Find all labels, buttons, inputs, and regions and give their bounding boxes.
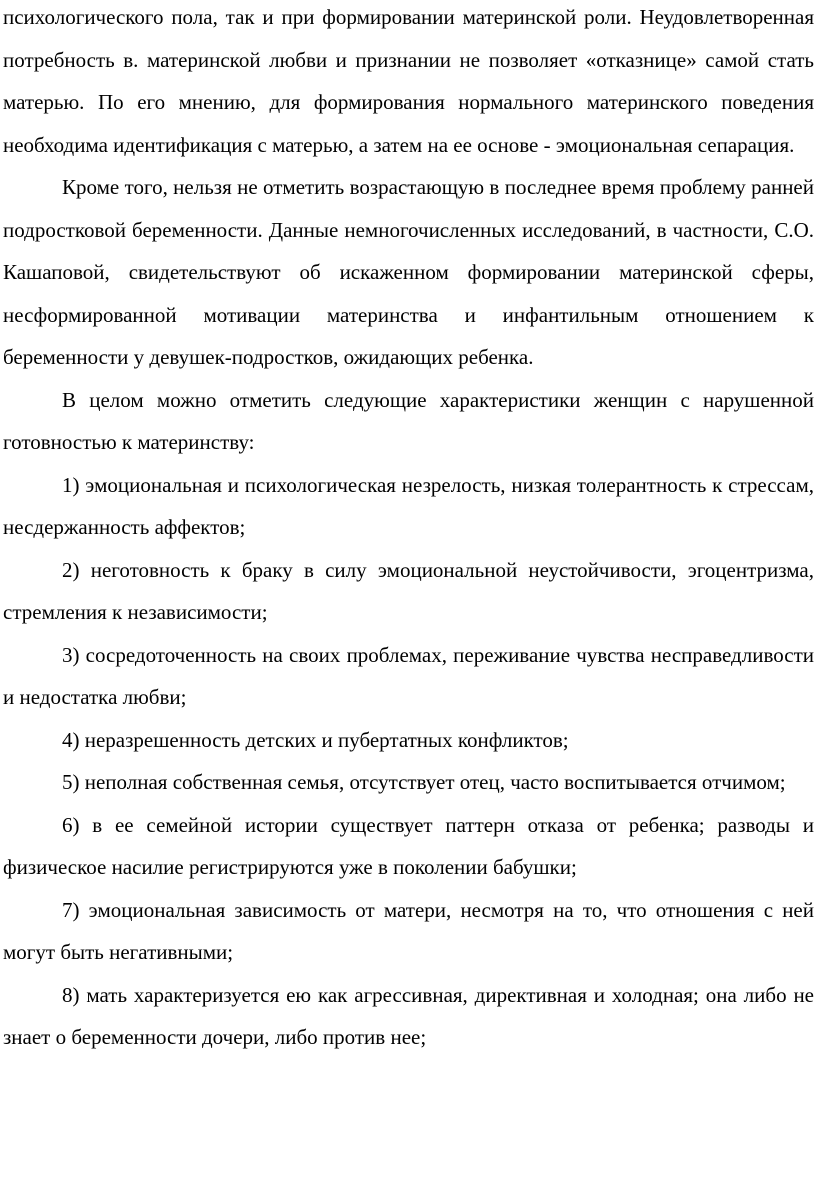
paragraph-continuation: психологического пола, так и при формировании материнской роли. Неудовлетворенная потребность в. материнской любви и признании не позволяет «отказнице» самой стать матерью. По его мнению, для формирования нормального материнского поведения необходима идентификация с матерью, а затем на ее основе - эмоциональная сепарация. — [3, 5, 814, 157]
list-item-4: 4) неразрешенность детских и пубертатных конфликтов; — [62, 727, 569, 752]
list-item-1: 1) эмоциональная и психологическая незрелость, низкая толерантность к стрессам, несдержанность аффектов; — [3, 472, 814, 539]
paragraph-characteristics-intro: В целом можно отметить следующие характеристики женщин с нарушенной готовностью к материнству: — [3, 387, 814, 454]
paragraph-adolescent-pregnancy: Кроме того, нельзя не отметить возрастающую в последнее время проблему ранней подростковой беременности. Данные немногочисленных исследований, в частности, С.О. Кашаповой, свидетельствуют об искаженном формировании материнской сферы, несформированной мотивации материнства и инфантильным отношением к беременности у девушек-подростков, ожидающих ребенка. — [3, 175, 814, 369]
list-item-8: 8) мать характеризуется ею как агрессивная, директивная и холодная; она либо не знает о беременности дочери, либо против нее; — [3, 982, 814, 1049]
list-item-7: 7) эмоциональная зависимость от матери, несмотря на то, что отношения с ней могут быть негативными; — [3, 897, 814, 964]
list-item-6: 6) в ее семейной истории существует паттерн отказа от ребенка; разводы и физическое насилие регистрируются уже в поколении бабушки; — [3, 812, 814, 879]
list-item-3: 3) сосредоточенность на своих проблемах, переживание чувства несправедливости и недостатка любви; — [3, 642, 814, 709]
list-item-5: 5) неполная собственная семья, отсутствует отец, часто воспитывается отчимом; — [62, 770, 786, 794]
list-item-2: 2) неготовность к браку в силу эмоциональной неустойчивости, эгоцентризма, стремления к независимости; — [3, 557, 814, 624]
